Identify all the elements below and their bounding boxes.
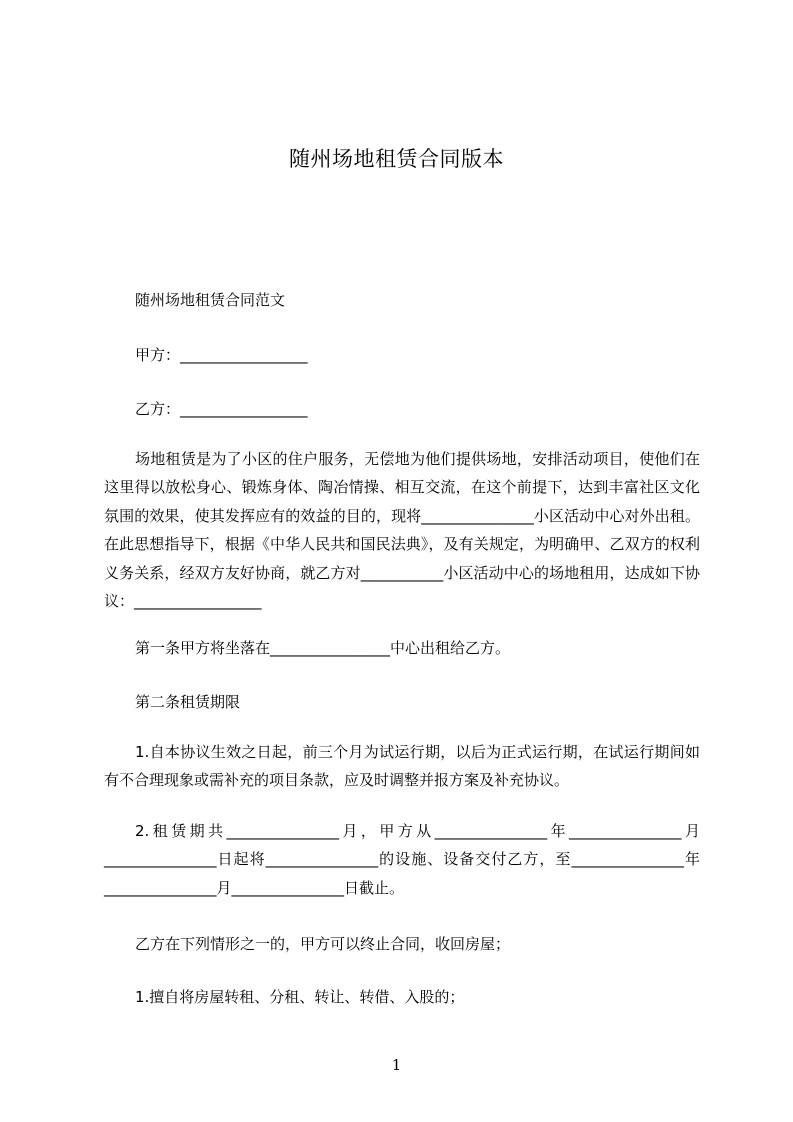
article-1: 第一条甲方将坐落在________________中心出租给乙方。: [135, 639, 511, 657]
clause-2-1: 1.自本协议生效之日起，前三个月为试运行期，以后为正式运行期，在试运行期间如有不合理现象或需补充的项目条款，应及时调整并报方案及补充协议。: [104, 743, 700, 790]
party-b-line: 乙方：_________________: [135, 400, 308, 418]
page-number: 1: [391, 1056, 402, 1074]
clause-2-2: 2.租赁期共_______________月，甲方从_______________年_______________月_______________日起将_______________的设施、设备交付乙方，至_______________年_______________月_______________日截止。: [104, 822, 700, 897]
intro-paragraph: 场地租赁是为了小区的住户服务，无偿地为他们提供场地，安排活动项目，使他们在这里得以放松身心、锻炼身体、陶冶情操、相互交流，在这个前提下，达到丰富社区文化氛围的效果，使其发挥应有的效益的目的，现将_______________小区活动中心对外出租。在此思想指导下，根据《中华人民共和国民法典》，及有关规定，为明确甲、乙双方的权利义务关系，经双方友好协商，就乙方对___________小区活动中心的场地租用，达成如下协议：_________________: [104, 450, 700, 611]
article-2-heading: 第二条租赁期限: [135, 693, 241, 711]
document-subtitle: 随州场地租赁合同范文: [135, 291, 286, 309]
termination-item-1: 1.擅自将房屋转租、分租、转让、转借、入股的；: [135, 988, 465, 1006]
document-title: 随州场地租赁合同版本: [289, 147, 504, 171]
termination-heading: 乙方在下列情形之一的，甲方可以终止合同，收回房屋；: [135, 935, 511, 953]
party-a-line: 甲方：_________________: [135, 346, 308, 364]
